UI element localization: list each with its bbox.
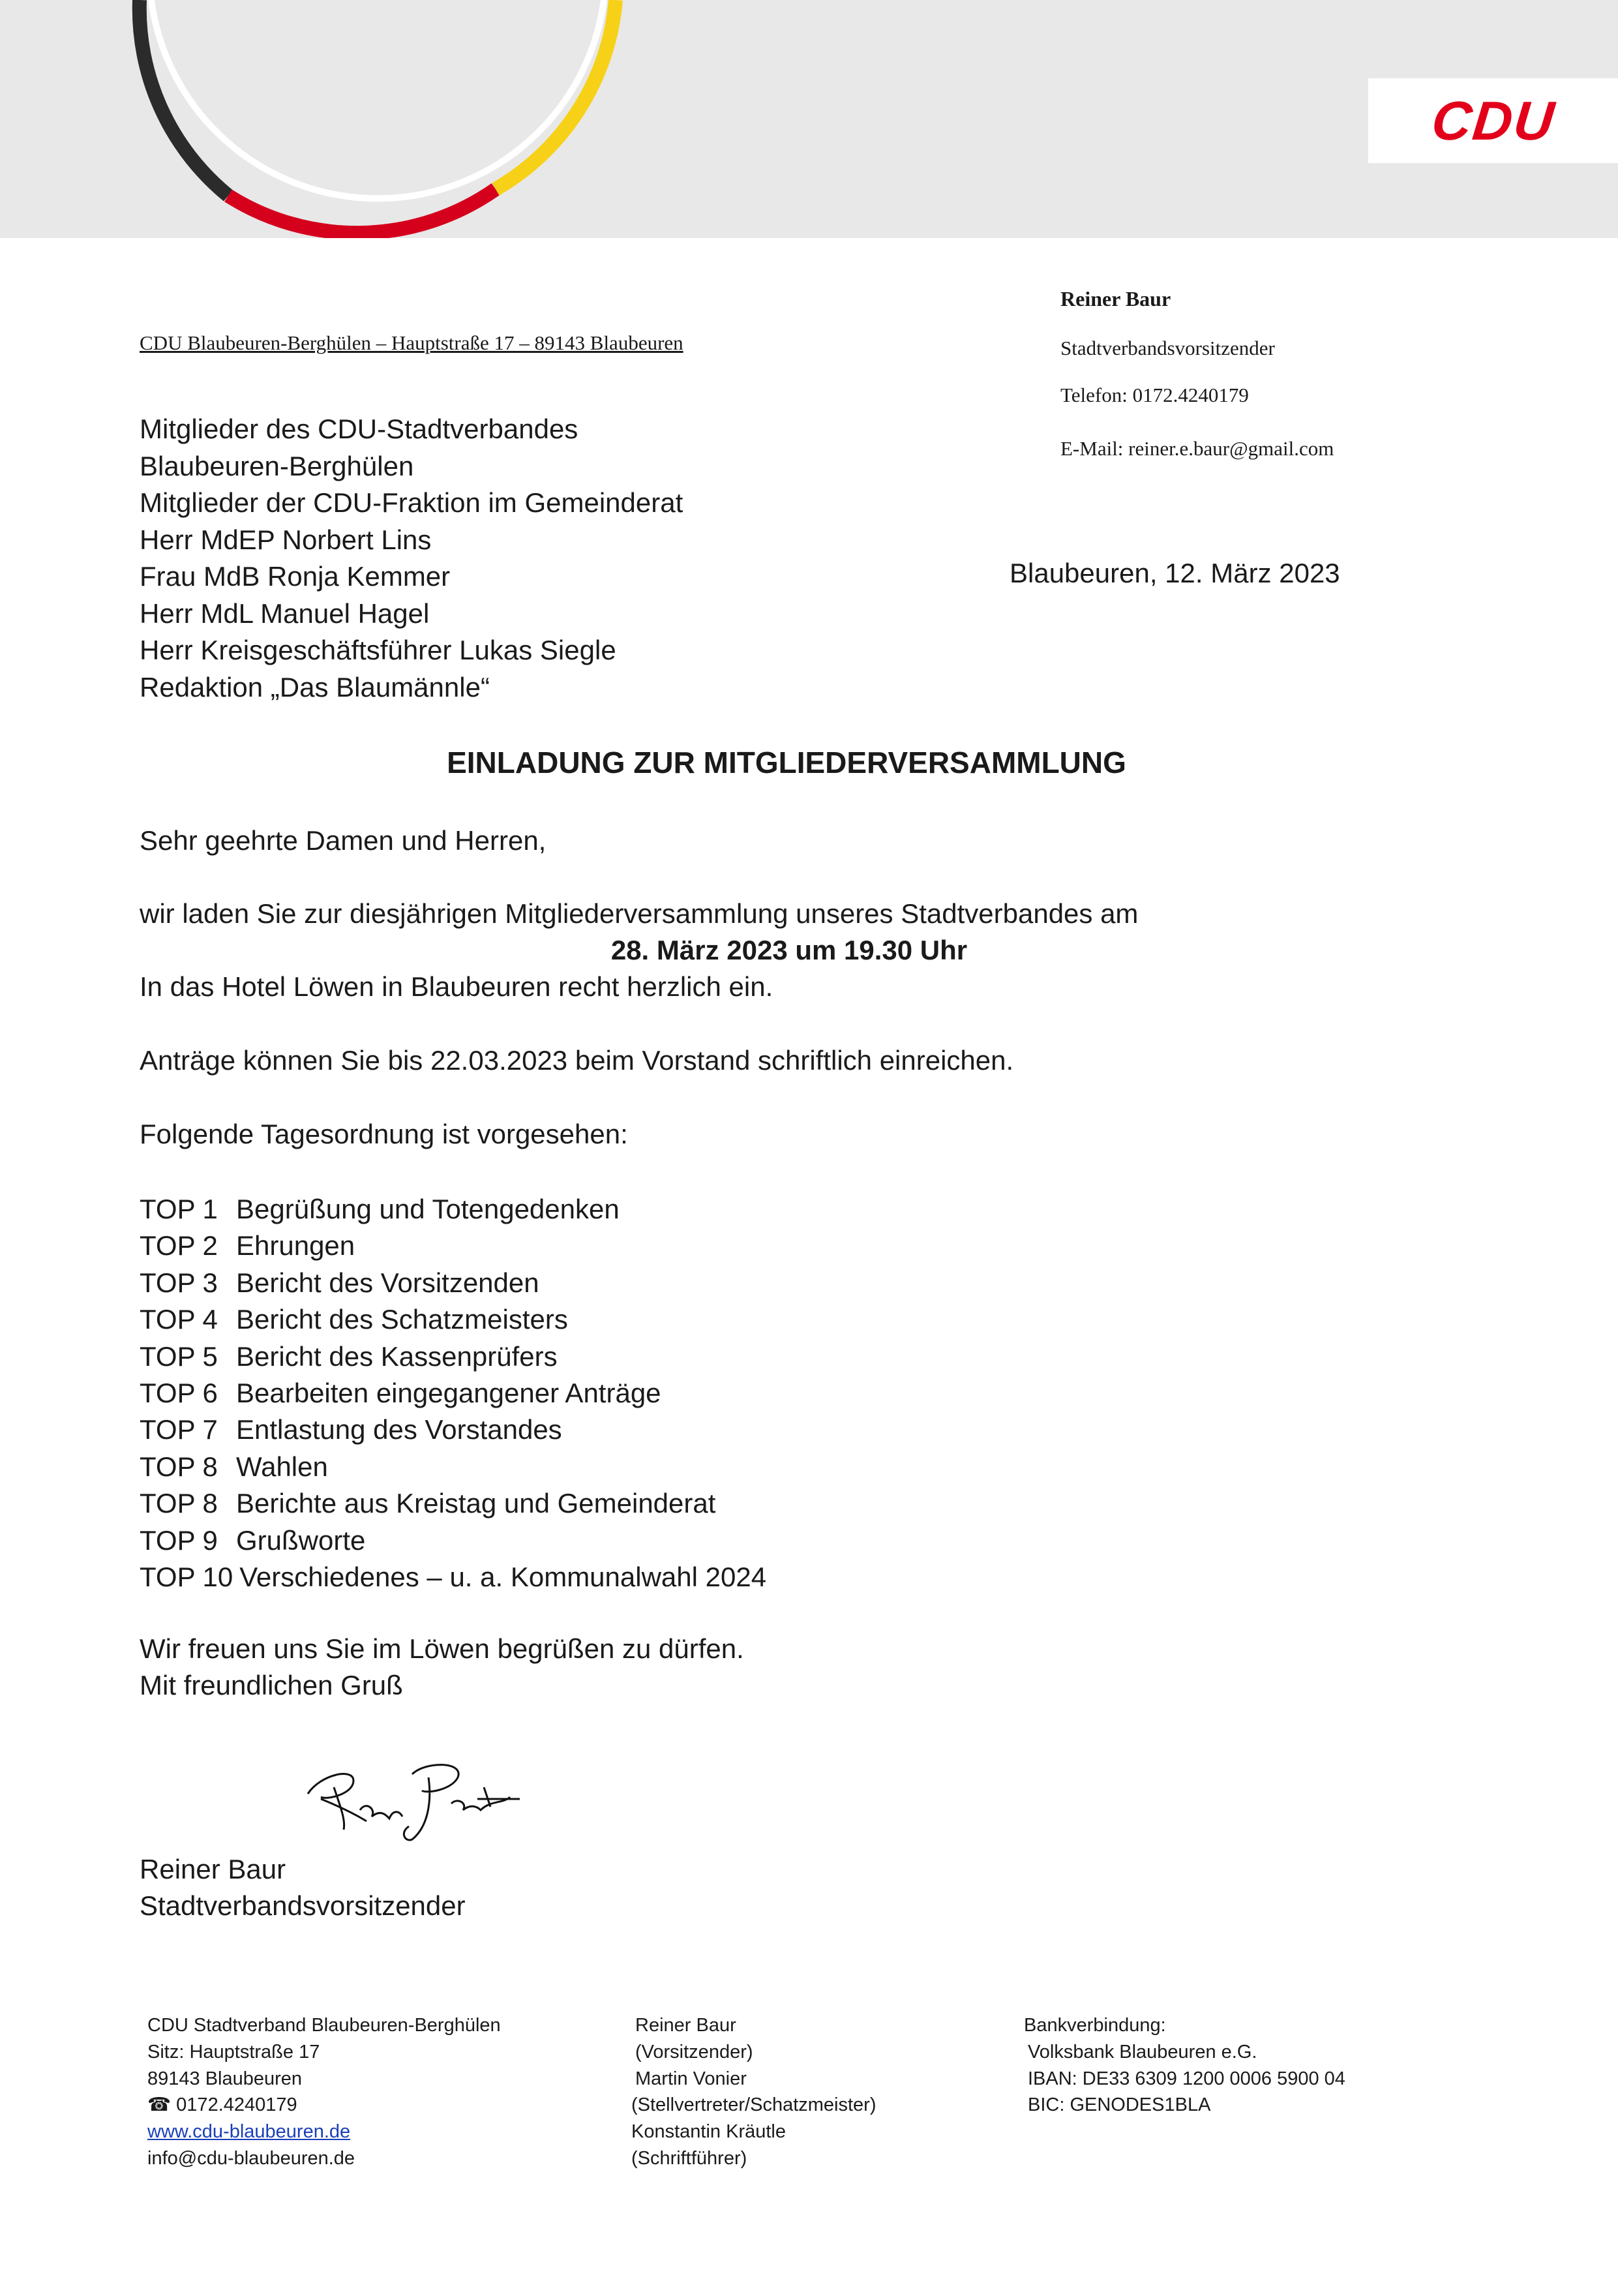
- recipient-line: Herr MdL Manuel Hagel: [140, 597, 430, 629]
- cdu-logo-text: CDU: [1428, 89, 1558, 151]
- meeting-location: In das Hotel Löwen in Blaubeuren recht herzlich ein.: [140, 971, 773, 1002]
- recipient-line: Blaubeuren-Berghülen: [140, 450, 414, 481]
- closing-line: Wir freuen uns Sie im Löwen begrüßen zu dürfen.: [140, 1633, 744, 1664]
- footer-website-link[interactable]: www.cdu-blaubeuren.de: [147, 2121, 351, 2143]
- agenda-item: [140, 1559, 766, 1595]
- footer-org-phone: ☎ 0172.4240179: [147, 2094, 297, 2116]
- signature-role: Stadtverbandsvorsitzender: [140, 1890, 466, 1921]
- agenda-item: [140, 1375, 766, 1412]
- agenda-item: [140, 1485, 766, 1522]
- agenda-item: [140, 1522, 766, 1559]
- meeting-datetime: 28. März 2023 um 19.30 Uhr: [610, 935, 968, 965]
- contact-phone: Telefon: 0172.4240179: [1060, 384, 1249, 406]
- agenda-item: [140, 1265, 766, 1301]
- agenda-text: Ehrungen: [236, 1230, 355, 1261]
- agenda-text: Bericht des Kassenprüfers: [236, 1340, 558, 1372]
- footer-org-email: info@cdu-blaubeuren.de: [147, 2147, 355, 2169]
- agenda-text: Berichte aus Kreistag und Gemeinderat: [236, 1488, 716, 1519]
- agenda-item: [140, 1228, 766, 1264]
- letter-date: Blaubeuren, 12. März 2023: [1010, 558, 1340, 588]
- logo-ring-graphic: [0, 0, 652, 238]
- agenda-text: Bearbeiten eingegangener Anträge: [236, 1378, 661, 1409]
- agenda-number: TOP 8: [140, 1451, 218, 1482]
- recipient-line: Frau MdB Ronja Kemmer: [140, 561, 451, 592]
- contact-name: Reiner Baur: [1060, 287, 1171, 310]
- intro-paragraph: wir laden Sie zur diesjährigen Mitgliederversammlung unseres Stadtverbandes am: [140, 898, 1139, 929]
- footer-board-person: Martin Vonier: [635, 2068, 747, 2089]
- salutation: Sehr geehrte Damen und Herren,: [140, 825, 547, 856]
- agenda-text: Grußworte: [236, 1524, 366, 1556]
- agenda-text: Begrüßung und Totengedenken: [236, 1194, 620, 1224]
- contact-email: E-Mail: reiner.e.baur@gmail.com: [1060, 437, 1334, 460]
- recipient-line: Redaktion „Das Blaumännle“: [140, 671, 490, 702]
- motions-note: Anträge können Sie bis 22.03.2023 beim Vorstand schriftlich einreichen.: [140, 1045, 1014, 1076]
- sender-address-line: CDU Blaubeuren-Berghülen – Hauptstraße 17 – 89143 Blaubeuren: [140, 331, 683, 354]
- recipient-line: Mitglieder des CDU-Stadtverbandes: [140, 414, 578, 444]
- footer-organisation: [147, 2012, 501, 2172]
- closing-greeting: Mit freundlichen Gruß: [140, 1670, 403, 1700]
- agenda-item: [140, 1338, 766, 1375]
- agenda-number: TOP 5: [140, 1340, 218, 1372]
- agenda-text: Verschiedenes – u. a. Kommunalwahl 2024: [239, 1562, 767, 1593]
- agenda-item: [140, 1191, 766, 1228]
- footer-board-role: (Stellvertreter/Schatzmeister): [631, 2094, 876, 2116]
- cdu-logo: [1368, 78, 1618, 163]
- agenda-list: [140, 1191, 766, 1595]
- footer-org-seat: Sitz: Hauptstraße 17: [147, 2041, 320, 2062]
- footer-bank-bic: BIC: GENODES1BLA: [1028, 2094, 1211, 2116]
- agenda-text: Wahlen: [236, 1451, 328, 1482]
- agenda-text: Bericht des Vorsitzenden: [236, 1267, 539, 1298]
- agenda-text: Entlastung des Vorstandes: [236, 1414, 562, 1445]
- footer-board: [631, 2012, 876, 2172]
- agenda-number: TOP 3: [140, 1267, 218, 1298]
- footer-bank-iban: IBAN: DE33 6309 1200 0006 5900 04: [1028, 2068, 1345, 2089]
- recipient-block: [140, 411, 683, 706]
- agenda-number: TOP 10: [140, 1562, 233, 1593]
- agenda-number: TOP 2: [140, 1230, 218, 1261]
- agenda-item: [140, 1301, 766, 1338]
- footer-org-name: CDU Stadtverband Blaubeuren-Berghülen: [147, 2015, 501, 2036]
- agenda-text: Bericht des Schatzmeisters: [236, 1304, 568, 1335]
- recipient-line: Herr MdEP Norbert Lins: [140, 524, 432, 555]
- footer-board-role: (Vorsitzender): [635, 2041, 753, 2062]
- footer-board-person: Konstantin Kräutle: [631, 2121, 786, 2143]
- agenda-item: [140, 1449, 766, 1485]
- footer-bank: [1024, 2012, 1345, 2119]
- ring-black-segment: [140, 0, 228, 196]
- agenda-item: [140, 1412, 766, 1448]
- footer-bank-name: Volksbank Blaubeuren e.G.: [1028, 2041, 1257, 2062]
- agenda-number: TOP 4: [140, 1304, 218, 1335]
- footer-org-city: 89143 Blaubeuren: [147, 2068, 303, 2089]
- agenda-intro: Folgende Tagesordnung ist vorgesehen:: [140, 1119, 628, 1149]
- footer-board-role: (Schriftführer): [631, 2147, 747, 2169]
- agenda-number: TOP 7: [140, 1414, 218, 1445]
- handwritten-signature: [295, 1748, 530, 1846]
- agenda-number: TOP 8: [140, 1488, 218, 1519]
- agenda-number: TOP 9: [140, 1524, 218, 1556]
- recipient-line: Herr Kreisgeschäftsführer Lukas Siegle: [140, 635, 616, 665]
- footer-bank-title: Bankverbindung:: [1024, 2015, 1166, 2036]
- footer-board-person: Reiner Baur: [635, 2015, 736, 2036]
- agenda-number: TOP 6: [140, 1378, 218, 1409]
- letter-title: EINLADUNG ZUR MITGLIEDERVERSAMMLUNG: [447, 746, 1126, 779]
- signature-name: Reiner Baur: [140, 1854, 286, 1884]
- agenda-number: TOP 1: [140, 1194, 218, 1224]
- contact-role: Stadtverbandsvorsitzender: [1060, 337, 1275, 359]
- recipient-line: Mitglieder der CDU-Fraktion im Gemeinderat: [140, 487, 683, 518]
